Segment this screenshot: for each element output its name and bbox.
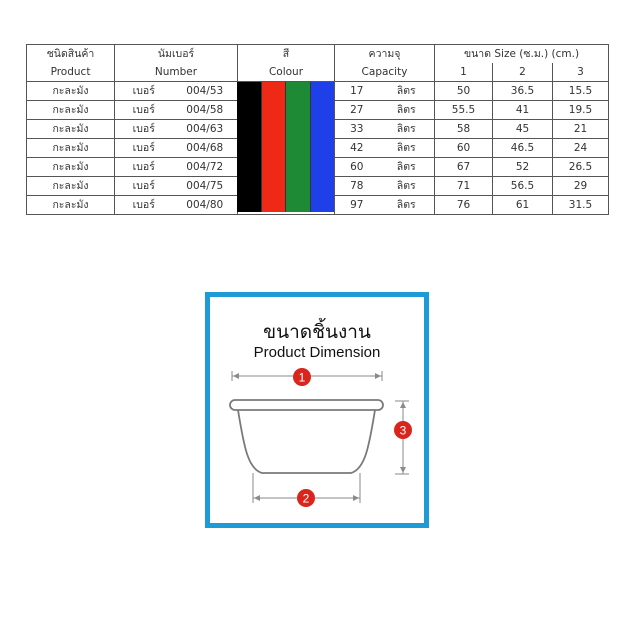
cell-size-1: 76	[435, 196, 493, 215]
marker-2-label: 2	[302, 491, 310, 506]
cell-number-code: 004/63	[173, 120, 238, 139]
cell-size-2: 46.5	[493, 139, 553, 158]
basin-diagram	[210, 297, 424, 523]
header-capacity-th: ความจุ	[335, 45, 435, 64]
cell-size-1: 55.5	[435, 101, 493, 120]
cell-product: กะละมัง	[27, 177, 115, 196]
cell-number-code: 004/75	[173, 177, 238, 196]
header-product-en: Product	[27, 63, 115, 82]
cell-number-code: 004/58	[173, 101, 238, 120]
dimension-title-thai: ขนาดชิ้นงาน	[263, 321, 371, 343]
colour-swatch-red	[261, 82, 286, 212]
header-size-3: 3	[553, 63, 609, 82]
marker-3-label: 3	[399, 423, 407, 438]
cell-size-2: 56.5	[493, 177, 553, 196]
header-number-en: Number	[115, 63, 238, 82]
product-dimension-box	[205, 292, 429, 528]
cell-number-prefix: เบอร์	[115, 158, 173, 177]
cell-size-2: 41	[493, 101, 553, 120]
marker-2	[297, 489, 315, 507]
cell-size-3: 15.5	[553, 82, 609, 101]
header-size-2: 2	[493, 63, 553, 82]
colour-swatch-blue	[310, 82, 335, 212]
marker-1-label: 1	[298, 370, 306, 385]
cell-capacity: 33	[335, 120, 379, 139]
header-capacity-en: Capacity	[335, 63, 435, 82]
cell-size-3: 26.5	[553, 158, 609, 177]
marker-1	[293, 368, 311, 386]
cell-number-prefix: เบอร์	[115, 82, 173, 101]
cell-size-3: 31.5	[553, 196, 609, 215]
cell-capacity-unit: ลิตร	[379, 158, 435, 177]
dimension-title-english: Product Dimension	[253, 344, 381, 361]
header-product-th: ชนิดสินค้า	[27, 45, 115, 64]
cell-size-2: 52	[493, 158, 553, 177]
cell-size-1: 50	[435, 82, 493, 101]
colour-swatch-black	[237, 82, 261, 212]
marker-3	[394, 421, 412, 439]
header-row-english	[27, 63, 609, 82]
cell-number-code: 004/53	[173, 82, 238, 101]
cell-number-code: 004/80	[173, 196, 238, 215]
cell-capacity-unit: ลิตร	[379, 101, 435, 120]
cell-number-code: 004/72	[173, 158, 238, 177]
cell-size-1: 58	[435, 120, 493, 139]
cell-size-1: 71	[435, 177, 493, 196]
header-number-th: นัมเบอร์	[115, 45, 238, 64]
colour-swatches	[237, 82, 334, 212]
cell-capacity-unit: ลิตร	[379, 120, 435, 139]
basin-outline	[230, 400, 383, 473]
cell-capacity-unit: ลิตร	[379, 177, 435, 196]
cell-size-3: 24	[553, 139, 609, 158]
cell-capacity: 17	[335, 82, 379, 101]
cell-capacity-unit: ลิตร	[379, 196, 435, 215]
header-colour-en: Colour	[238, 63, 335, 82]
header-row-thai	[27, 45, 609, 64]
cell-number-code: 004/68	[173, 139, 238, 158]
cell-size-1: 60	[435, 139, 493, 158]
cell-capacity: 60	[335, 158, 379, 177]
cell-capacity: 27	[335, 101, 379, 120]
cell-capacity: 42	[335, 139, 379, 158]
cell-product: กะละมัง	[27, 82, 115, 101]
cell-product: กะละมัง	[27, 158, 115, 177]
cell-number-prefix: เบอร์	[115, 196, 173, 215]
cell-size-2: 45	[493, 120, 553, 139]
colour-swatch-green	[285, 82, 310, 212]
cell-capacity-unit: ลิตร	[379, 139, 435, 158]
cell-size-3: 21	[553, 120, 609, 139]
cell-number-prefix: เบอร์	[115, 177, 173, 196]
cell-product: กะละมัง	[27, 101, 115, 120]
header-size-1: 1	[435, 63, 493, 82]
cell-size-2: 36.5	[493, 82, 553, 101]
cell-size-3: 19.5	[553, 101, 609, 120]
cell-size-2: 61	[493, 196, 553, 215]
cell-capacity: 78	[335, 177, 379, 196]
header-size-th: ขนาด Size (ซ.ม.) (cm.)	[435, 45, 609, 64]
cell-number-prefix: เบอร์	[115, 120, 173, 139]
cell-product: กะละมัง	[27, 139, 115, 158]
cell-size-1: 67	[435, 158, 493, 177]
header-colour-th: สี	[238, 45, 335, 64]
cell-capacity-unit: ลิตร	[379, 82, 435, 101]
cell-size-3: 29	[553, 177, 609, 196]
cell-number-prefix: เบอร์	[115, 139, 173, 158]
cell-number-prefix: เบอร์	[115, 101, 173, 120]
cell-product: กะละมัง	[27, 196, 115, 215]
cell-capacity: 97	[335, 196, 379, 215]
cell-product: กะละมัง	[27, 120, 115, 139]
